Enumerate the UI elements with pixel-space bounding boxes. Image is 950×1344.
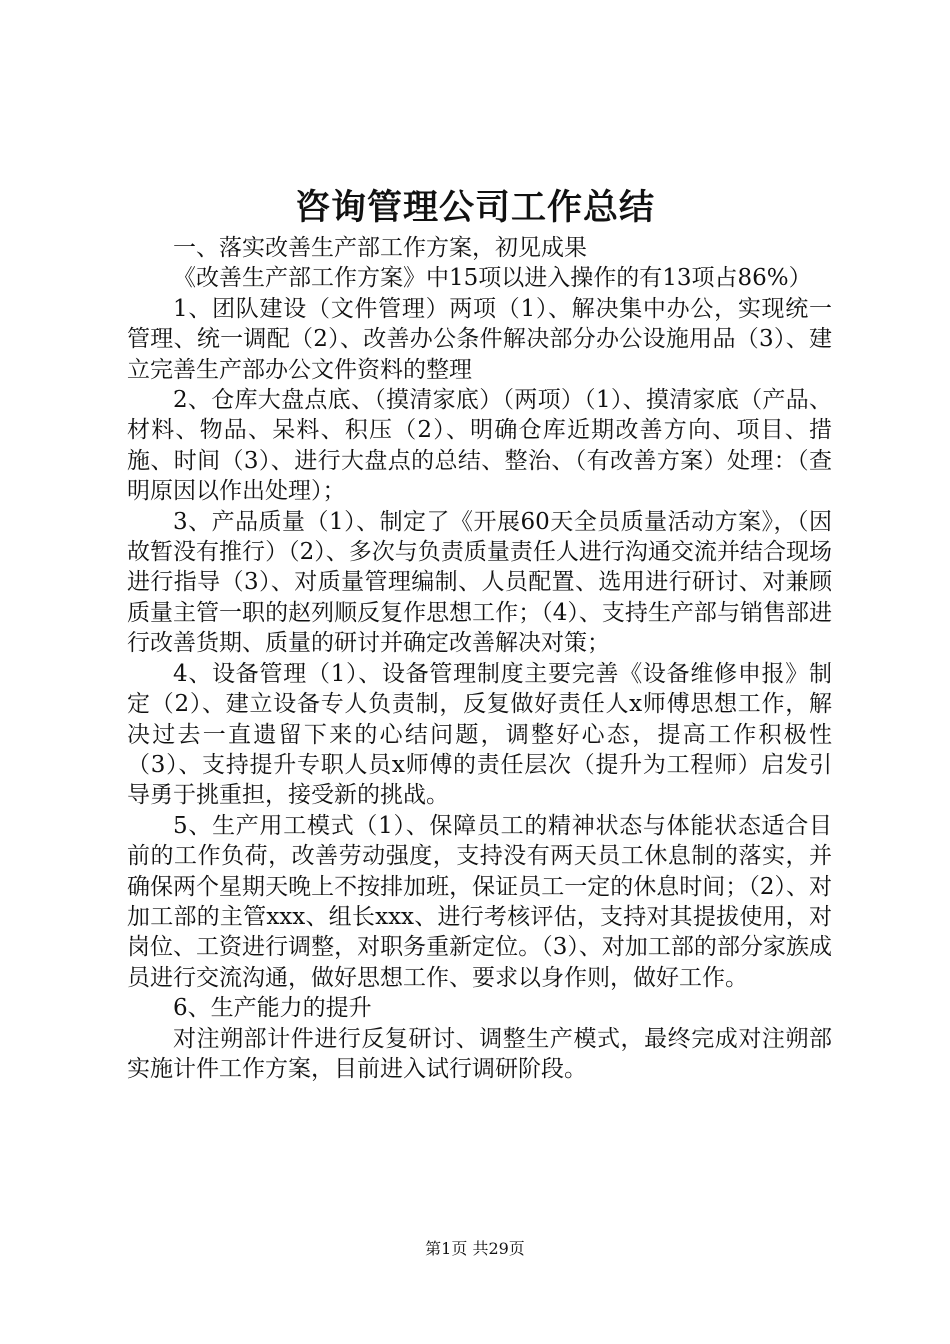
paragraph-capacity-heading: 6、生产能力的提升: [173, 995, 372, 1022]
paragraph-section-heading: 一、落实改善生产部工作方案，初见成果: [173, 235, 587, 261]
document-title: 咨询管理公司工作总结: [294, 187, 655, 228]
paragraph-team-building: 1、团队建设（文件管理）两项（1）、解决集中办公，实现统一管理、统一调配（2）、改善办公条件解决部分办公设施用品（3）、建立完善生产部办公文件资料的整理: [127, 295, 832, 383]
page-number-footer: 第1页 共29页: [425, 1239, 525, 1258]
paragraph-product-quality: 3、产品质量（1）、制定了《开展60天全员质量活动方案》，（因故暂没有推行）（2）、多次与负责质量责任人进行沟通交流并结合现场进行指导（3）、对质量管理编制、人员配置、选用进行研讨、对兼顾质量主管一职的赵列顺反复作思想工作；（4）、支持生产部与销售部进行改善货期、质量的研讨并确定改善解决对策；: [127, 508, 832, 657]
document-body: [127, 233, 832, 1084]
paragraph-capacity-detail: 对注朔部计件进行反复研讨、调整生产模式，最终完成对注朔部实施计件工作方案，目前进入试行调研阶段。: [127, 1025, 832, 1082]
paragraph-warehouse-inventory: 2、仓库大盘点底、（摸清家底）（两项）（1）、摸清家底（产品、材料、物品、呆料、积压（2）、明确仓库近期改善方向、项目、措施、时间（3）、进行大盘点的总结、整治、（有改善方案）处理：（查明原因以作出处理）；: [127, 387, 832, 505]
paragraph-plan-summary: 《改善生产部工作方案》中15项以进入操作的有13项占86%）: [173, 265, 812, 292]
paragraph-labor-model: 5、生产用工模式（1）、保障员工的精神状态与体能状态适合目前的工作负荷，改善劳动强度，支持没有两天员工休息制的落实，并确保两个星期天晚上不按排加班，保证员工一定的休息时间；（2）、对加工部的主管xxx、组长xxx、进行考核评估，支持对其提拔使用，对岗位、工资进行调整，对职务重新定位。（3）、对加工部的部分家族成员进行交流沟通，做好思想工作、要求以身作则，做好工作。: [127, 812, 832, 991]
paragraph-equipment-management: 4、设备管理（1）、设备管理制度主要完善《设备维修申报》制定（2）、建立设备专人负责制，反复做好责任人x师傅思想工作，解决过去一直遗留下来的心结问题，调整好心态，提高工作积极性（3）、支持提升专职人员x师傅的责任层次（提升为工程师）启发引导勇于挑重担，接受新的挑战。: [127, 660, 832, 809]
